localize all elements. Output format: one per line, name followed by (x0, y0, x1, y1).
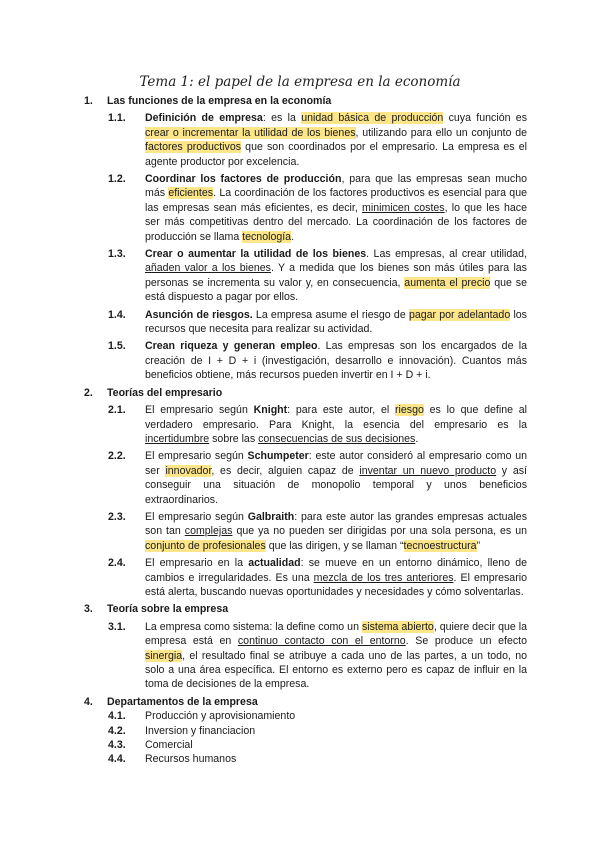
text-span: : para este autor las grandes empresas actuales son tan (145, 510, 527, 538)
list-item (0, 709, 600, 723)
highlight: tecnología (242, 230, 292, 243)
text-span: ” (476, 539, 481, 552)
underline: continuo contacto con el entorno (237, 635, 406, 648)
item-text (145, 403, 527, 446)
text-span: La empresa asume el riesgo de (252, 308, 409, 321)
item-number: 3.1. (108, 620, 126, 633)
underline: minimicen costes (362, 201, 445, 214)
section-title: Teoría sobre la empresa (107, 603, 229, 616)
highlight: pagar por adelantado (408, 308, 511, 321)
text-span: que ya no pueden ser dirigidas por una sola persona, es un (232, 525, 527, 538)
highlight: aumenta el precio (404, 276, 491, 289)
item-text: Producción y aprovisionamiento (145, 710, 296, 723)
section-heading (0, 386, 600, 400)
underline: inventar un nuevo producto (359, 464, 497, 477)
item-number: 4.1. (108, 710, 126, 723)
section-number: 1. (84, 95, 93, 107)
text-span: y así conseguir una situación de monopolio temporal y unos beneficios extraordinarios. (145, 464, 527, 506)
underline: añaden valor a los bienes (145, 262, 271, 275)
bold-term: Galbraith (247, 510, 295, 523)
highlight: crear o incrementar la utilidad de los bienes (145, 126, 356, 139)
item-text (145, 449, 527, 507)
highlight: conjunto de profesionales (145, 539, 266, 552)
text-span: , quiere decir que la empresa está en (145, 620, 527, 648)
section-title: Las funciones de la empresa en la economía (107, 95, 332, 107)
text-span: El empresario según (145, 450, 248, 463)
text-span: . Las empresas son los encargados de la creación de I + D + i (investigación, desarrollo e innovación). Cuantos más beneficios obtiene, más recursos pueden invertir en I + D + i. (145, 340, 527, 382)
document-title: Tema 1: el papel de la empresa en la economía (139, 74, 461, 90)
item-text: Recursos humanos (145, 753, 237, 766)
item-text (145, 111, 527, 169)
section-heading (0, 695, 600, 709)
list-item (0, 620, 600, 692)
bold-term: Definición de empresa (145, 112, 263, 125)
text-span: . La coordinación de los factores productivos es esencial para que las empresas sean más eficientes, es decir, (145, 187, 527, 214)
list-item (0, 510, 600, 553)
item-text (145, 172, 527, 244)
text-span: La empresa como sistema: la define como un (145, 620, 362, 633)
item-text: Inversion y financiacion (145, 724, 256, 737)
item-number: 1.2. (108, 173, 126, 186)
list-item (0, 724, 600, 738)
item-text (145, 247, 527, 305)
bold-term: Crear o aumentar la utilidad de los bienes (145, 248, 367, 261)
underline: consecuencias de sus decisiones (258, 432, 416, 445)
text-span: : este autor consideró al empresario como un ser (145, 450, 527, 477)
text-span: que se está dispuesto a pagar por ellos. (145, 276, 527, 304)
highlight: sistema abierto (361, 620, 434, 633)
text-span: , lo que les hace ser más competitivas dentro del mercado. La coordinación de los factores de producción se llama (145, 201, 527, 243)
text-span: cuya función es (443, 112, 527, 125)
list-item (0, 752, 600, 766)
text-span: que las dirigen, y se llaman “ (265, 539, 404, 552)
list-item (0, 449, 600, 507)
section-heading (0, 94, 600, 108)
item-number: 1.3. (108, 248, 126, 261)
underline: complejas (184, 525, 233, 538)
highlight: sinergia (145, 649, 183, 662)
bold-term: Asunción de riesgos. (145, 308, 253, 321)
item-number: 2.4. (108, 557, 126, 570)
section-title: Departamentos de la empresa (107, 695, 258, 708)
section-number: 4. (84, 695, 93, 708)
text-span: El empresario según (145, 404, 254, 417)
bold-term: Crean riqueza y generan empleo (145, 340, 318, 353)
text-span: , para que las empresas sean mucho más (145, 173, 527, 200)
text-span: El empresario en la (145, 557, 249, 570)
text-span: , es decir, alguien capaz de (211, 464, 360, 477)
highlight: innovador (165, 464, 212, 477)
item-text (145, 556, 527, 599)
text-span: , el resultado final se atribuye a cada uno de las partes, a un todo, no solo a una área específica. El entorno es externo pero es capaz de influir en la toma de decisiones de la empresa. (145, 649, 527, 691)
item-number: 2.1. (108, 404, 126, 417)
highlight: factores productivos (145, 141, 242, 154)
text-span: , utilizando para ello un conjunto de (355, 126, 527, 139)
list-item (0, 403, 600, 446)
list-item (0, 738, 600, 752)
text-span: : para este autor, el (287, 404, 396, 417)
bold-term: Knight (253, 404, 288, 417)
list-item (0, 556, 600, 599)
section-title: Teorías del empresario (107, 386, 223, 399)
section-heading (0, 602, 600, 616)
item-text (145, 339, 527, 382)
section-number: 3. (84, 603, 93, 616)
underline: mezcla de los tres anteriores (313, 571, 454, 584)
text-span: los recursos que necesita para realizar su actividad. (145, 308, 527, 336)
text-span: sobre las (209, 432, 259, 445)
underline: incertidumbre (145, 432, 210, 445)
text-span: . Las empresas, al crear utilidad, (366, 248, 528, 261)
highlight: eficientes (168, 187, 214, 200)
highlight: riesgo (395, 404, 424, 417)
item-number: 1.1. (108, 112, 126, 125)
list-item (0, 308, 600, 337)
text-span: : es la (262, 112, 302, 125)
list-item (0, 339, 600, 382)
text-span: . Se produce un efecto (405, 635, 527, 648)
bold-term: Schumpeter (247, 450, 309, 463)
text-span: : se mueve en un entorno dinámico, lleno de cambios e irregularidades. Es una (145, 557, 527, 584)
item-number: 4.2. (108, 724, 126, 737)
item-number: 4.4. (108, 753, 126, 766)
text-span: es lo que define al verdadero empresario. Para Knight, la esencia del empresario es la (145, 404, 528, 431)
item-text (145, 620, 527, 692)
item-text (145, 308, 527, 337)
text-span: . Y a medida que los bienes son más útiles para las personas se incrementa su valor y, en consecuencia, (145, 262, 527, 289)
item-number: 2.2. (108, 450, 126, 463)
highlight: unidad básica de producción (301, 112, 444, 125)
text-span: . (415, 432, 419, 445)
section-number: 2. (84, 386, 93, 399)
text-span: El empresario según (145, 510, 248, 523)
item-number: 1.4. (108, 308, 126, 321)
item-number: 2.3. (108, 510, 126, 523)
item-number: 1.5. (108, 340, 126, 353)
item-number: 4.3. (108, 738, 126, 751)
text-span: que son coordinados por el empresario. La empresa es el agente productor por excelencia. (145, 141, 527, 168)
document-body (0, 93, 600, 767)
list-item (0, 172, 600, 244)
bold-term: actualidad (248, 557, 301, 570)
bold-term: Coordinar los factores de producción (145, 173, 342, 186)
list-item (0, 247, 600, 305)
text-span: . El empresario está alerta, buscando nuevas oportunidades y necesidades y cómo solventarlas. (145, 571, 527, 598)
text-span: . (291, 230, 295, 243)
list-item (0, 111, 600, 169)
highlight: tecnoestructura (403, 539, 477, 552)
item-text: Comercial (145, 738, 193, 751)
item-text (145, 510, 527, 553)
